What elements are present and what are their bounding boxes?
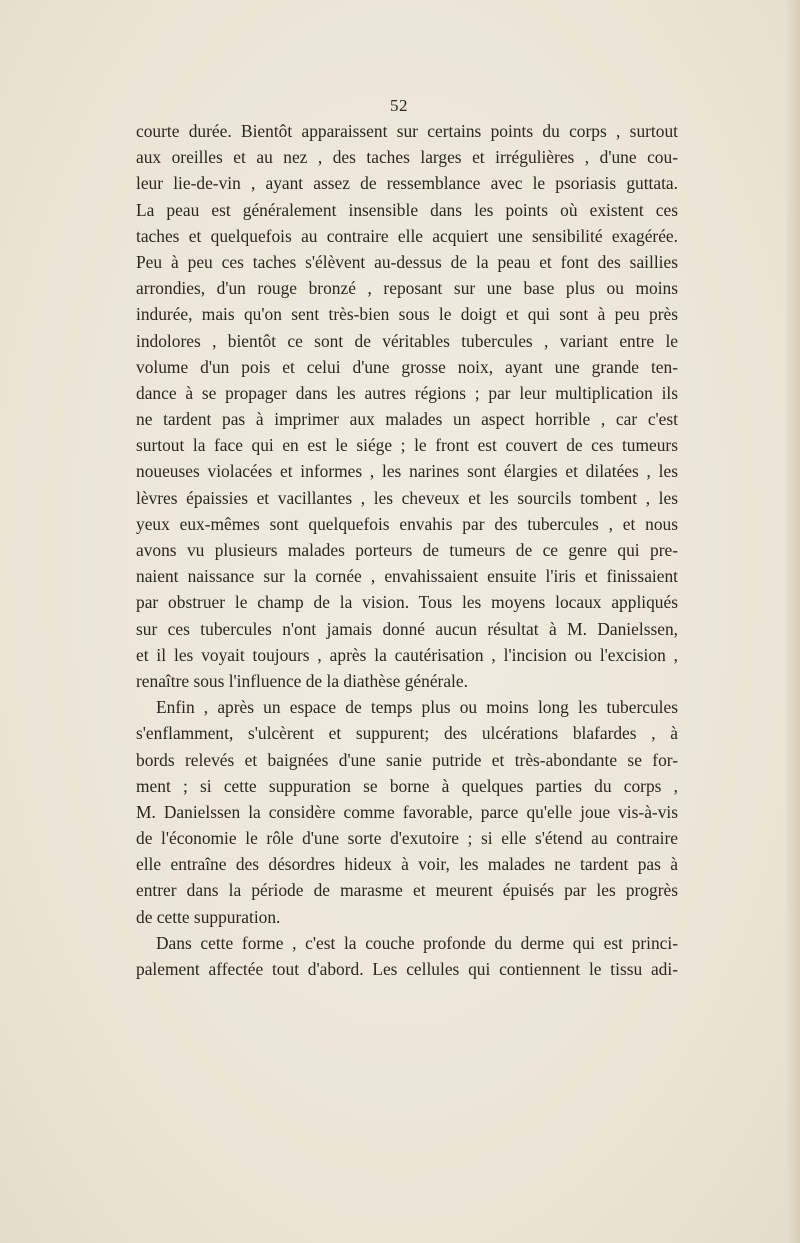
text-line: entrer dans la période de marasme et meurent épuisés par les progrès (136, 880, 678, 901)
text-line: courte durée. Bientôt apparaissent sur certains points du corps , surtout (136, 121, 678, 141)
text-line: surtout la face qui en est le siége ; le front est couvert de ces tumeurs (136, 435, 678, 456)
text-line: Peu à peu ces taches s'élèvent au-dessus de la peau et font des saillies (136, 251, 678, 272)
text-line: yeux eux-mêmes sont quelquefois envahis par des tubercules , et nous (136, 513, 678, 534)
text-line: aux oreilles et au nez , des taches larges et irrégulières , d'une cou- (136, 147, 678, 168)
text-line: palement affectée tout d'abord. Les cellules qui contiennent le tissu adi- (136, 959, 678, 979)
page-edge-shadow (786, 0, 800, 1243)
text-line: indurée, mais qu'on sent très-bien sous le doigt et qui sont à peu près (136, 304, 678, 325)
text-line: avons vu plusieurs malades porteurs de tumeurs de ce genre qui pre- (136, 540, 678, 560)
text-line: noueuses violacées et informes , les narines sont élargies et dilatées , les (136, 461, 678, 482)
text-line: renaître sous l'influence de la diathèse générale. (136, 670, 468, 691)
text-line: taches et quelquefois au contraire elle acquiert une sensibilité exagérée. (136, 225, 678, 246)
text-line: s'enflamment, s'ulcèrent et suppurent; des ulcérations blafardes , à (136, 723, 678, 744)
text-line: indolores , bientôt ce sont de véritables tubercules , variant entre le (136, 330, 678, 351)
text-line: ment ; si cette suppuration se borne à quelques parties du corps , (136, 775, 678, 796)
text-line: volume d'un pois et celui d'une grosse noix, ayant une grande ten- (136, 356, 678, 377)
text-line: leur lie-de-vin , ayant assez de ressemblance avec le psoriasis guttata. (136, 173, 678, 194)
text-line: arrondies, d'un rouge bronzé , reposant sur une base plus ou moins (136, 278, 678, 299)
text-line: de l'économie le rôle d'une sorte d'exutoire ; si elle s'étend au contraire (136, 828, 678, 849)
text-line: Enfin , après un espace de temps plus ou moins long les tubercules (156, 697, 678, 718)
text-line: et il les voyait toujours , après la cautérisation , l'incision ou l'excision , (136, 644, 678, 665)
text-line: La peau est généralement insensible dans les points où existent ces (136, 199, 678, 220)
text-line: ne tardent pas à imprimer aux malades un aspect horrible , car c'est (136, 409, 678, 430)
text-line: dance à se propager dans les autres régions ; par leur multiplication ils (136, 382, 678, 403)
text-line: de cette suppuration. (136, 906, 281, 927)
text-line: M. Danielssen la considère comme favorable, parce qu'elle joue vis-à-vis (136, 801, 678, 822)
page-number: 52 (390, 96, 408, 115)
text-line: naient naissance sur la cornée , envahissaient ensuite l'iris et finissaient (136, 566, 678, 587)
text-line: lèvres épaissies et vacillantes , les cheveux et les sourcils tombent , les (136, 487, 678, 508)
text-line: sur ces tubercules n'ont jamais donné aucun résultat à M. Danielssen, (136, 618, 678, 639)
text-line: par obstruer le champ de la vision. Tous les moyens locaux appliqués (136, 592, 678, 613)
text-line: bords relevés et baignées d'une sanie putride et très-abondante se for- (136, 749, 678, 770)
text-line: elle entraîne des désordres hideux à voir, les malades ne tardent pas à (136, 854, 678, 875)
body-text (136, 118, 678, 982)
text-line: Dans cette forme , c'est la couche profonde du derme qui est princi- (156, 932, 678, 953)
